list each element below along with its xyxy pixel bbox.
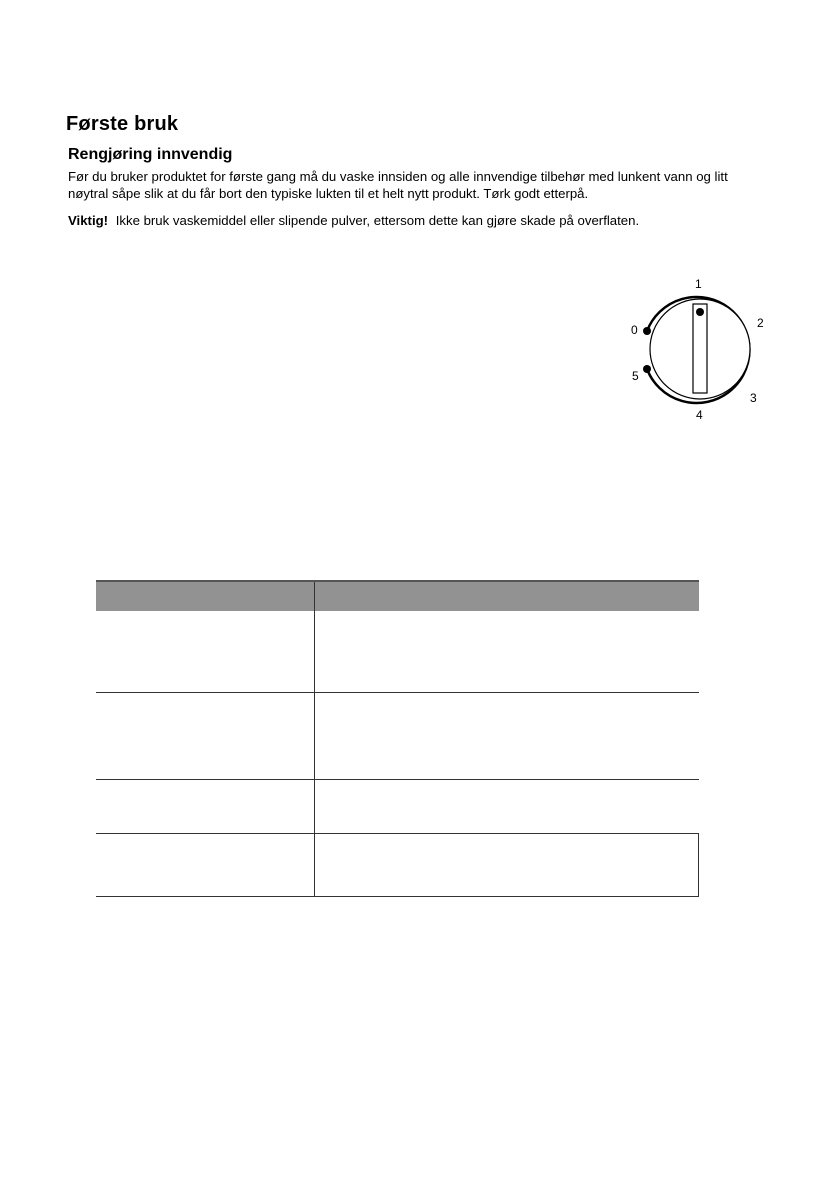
table-row [96,834,699,897]
dial-label-1: 1 [695,277,702,291]
table-cell [96,834,315,897]
dial-stop-dot-5 [643,365,651,373]
table-header-cell-2 [315,581,699,611]
table-cell [315,693,699,780]
thermostat-dial-diagram [600,270,790,430]
dial-stop-dot-0 [643,327,651,335]
dial-knob-grip [693,304,707,393]
page-title: Første bruk [66,113,179,135]
table-cell [96,611,315,693]
table-header-cell-1 [96,581,315,611]
important-note [68,213,639,228]
dial-label-3: 3 [750,391,757,405]
important-label: Viktig! [68,213,109,228]
table-cell [315,780,699,834]
dial-indicator-dot [696,308,704,316]
settings-table [96,580,699,897]
dial-label-4: 4 [696,408,703,422]
table-header-row [96,581,699,611]
dial-label-5: 5 [632,369,639,383]
dial-label-2: 2 [757,316,764,330]
paragraph-line-1: Før du bruker produktet for første gang må du vaske innsiden og alle innvendige tilbehør med lunkent vann og litt [68,169,728,184]
section-heading: Rengjøring innvendig [68,146,233,163]
cleaning-paragraph [68,168,808,202]
table-cell [96,780,315,834]
table-cell [315,611,699,693]
table-cell [315,834,699,897]
table-cell [96,693,315,780]
table-row [96,611,699,693]
table-row [96,693,699,780]
paragraph-line-2: nøytral såpe slik at du får bort den typiske lukten til et helt nytt produkt. Tørk godt etterpå. [68,186,589,201]
important-text: Ikke bruk vaskemiddel eller slipende pulver, ettersom dette kan gjøre skade på overflaten. [115,213,640,228]
table-row [96,780,699,834]
dial-label-0: 0 [631,323,638,337]
